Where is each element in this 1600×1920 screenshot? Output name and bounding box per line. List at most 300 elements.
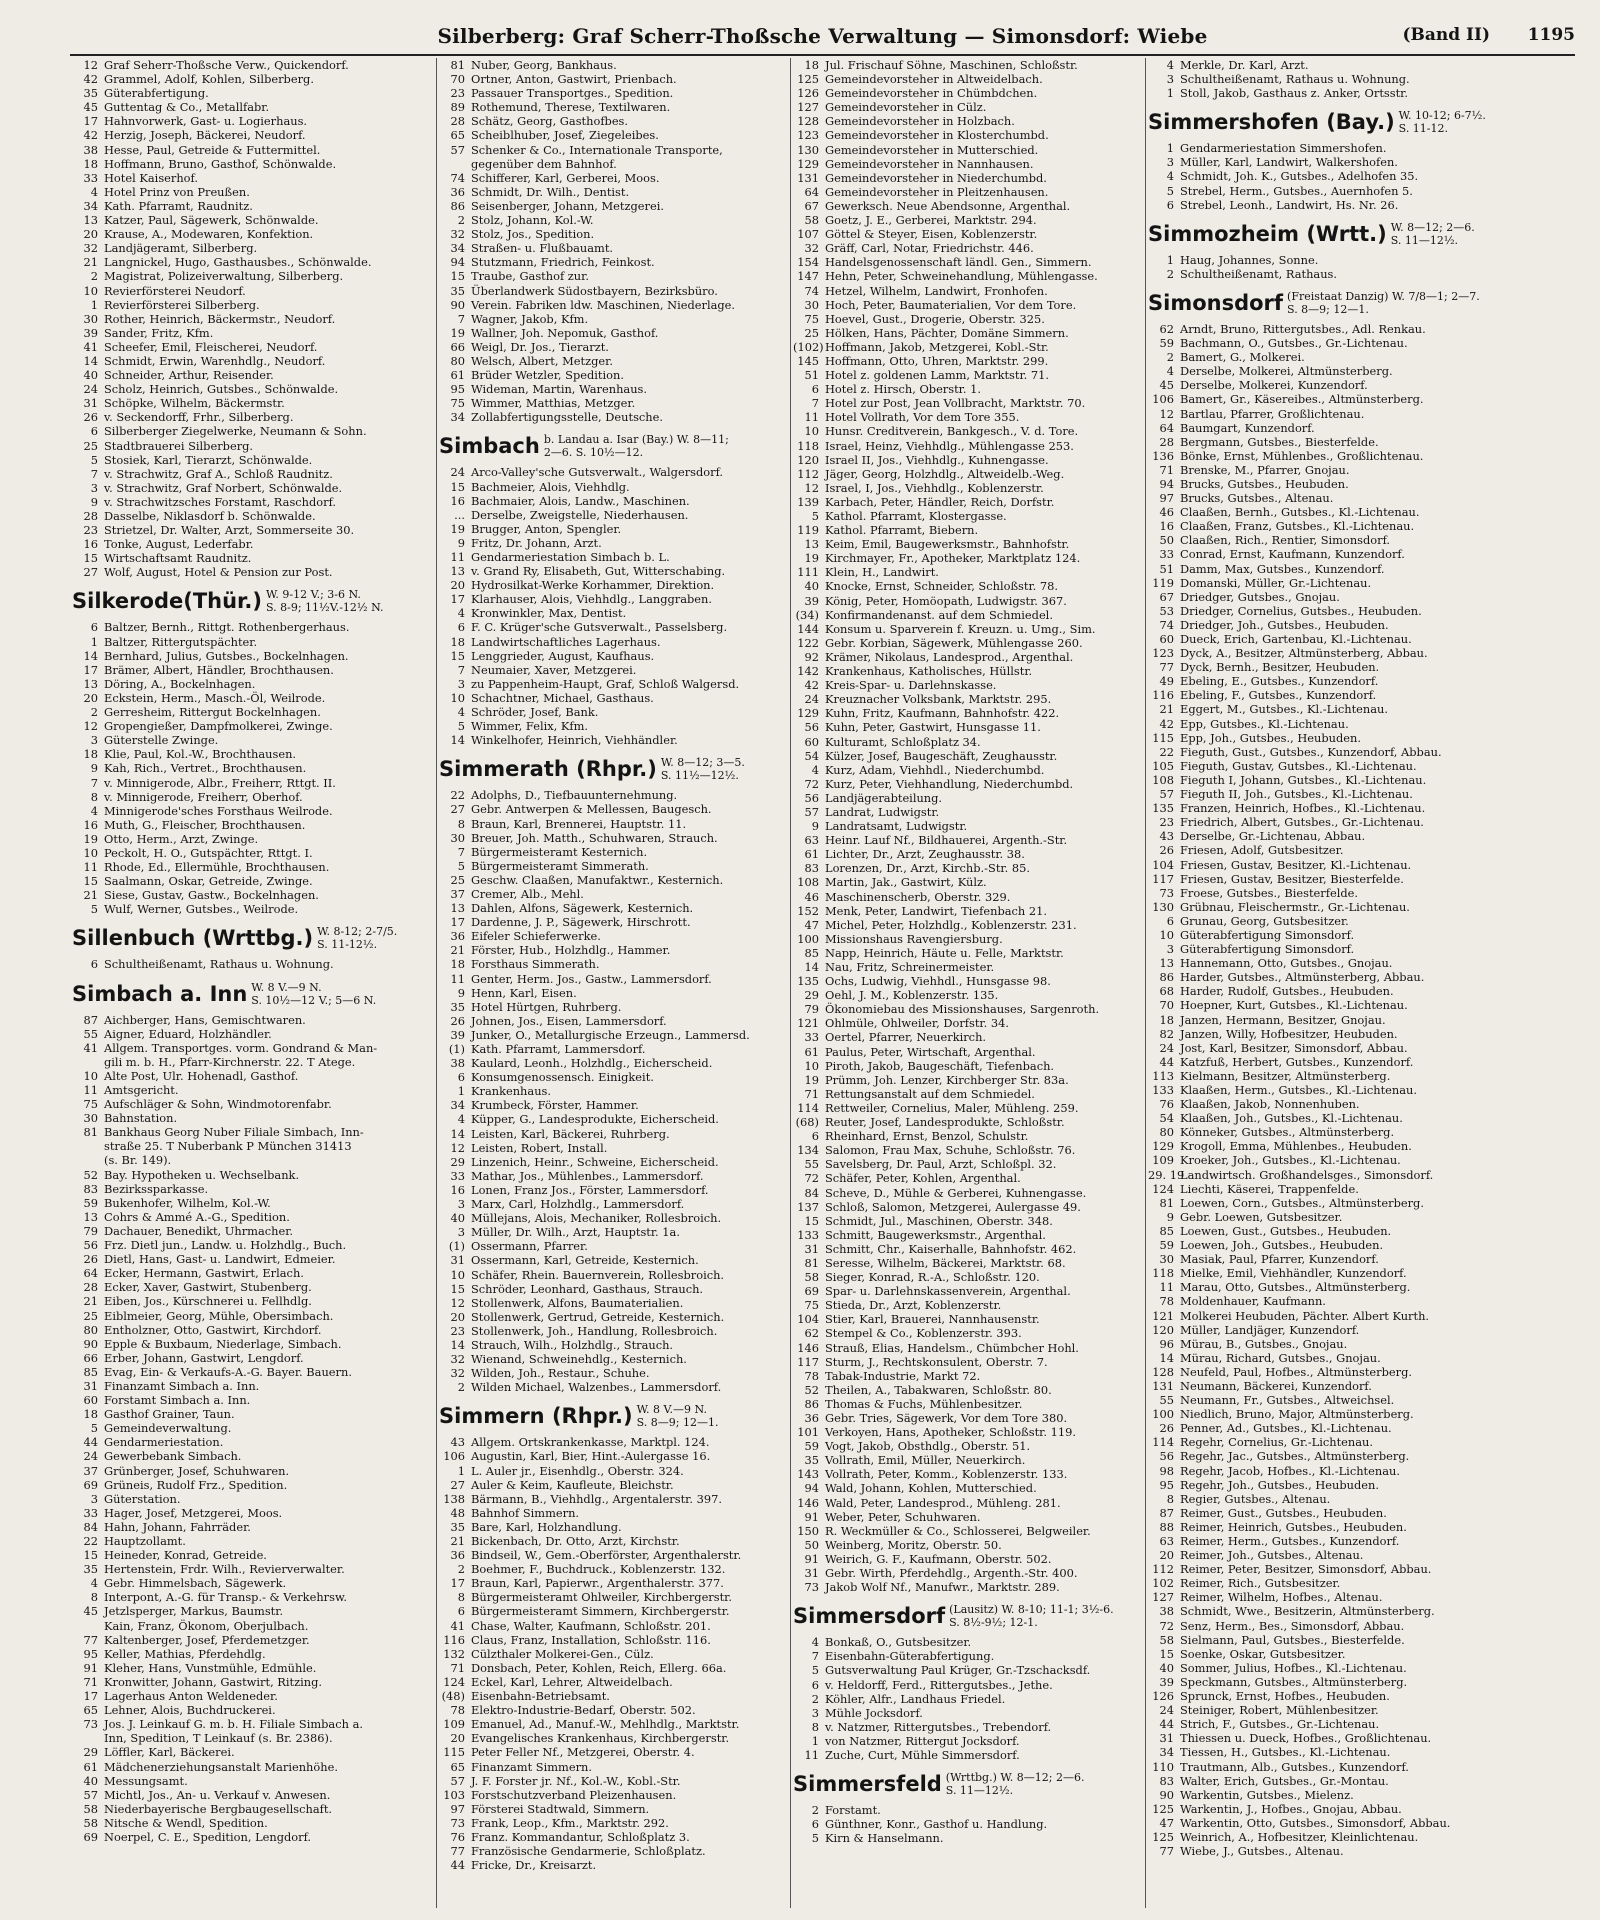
subscriber-text: Cülzthaler Molkerei-Gen., Cülz.	[471, 1646, 654, 1661]
phone-number: 114	[797, 1100, 819, 1115]
subscriber-text: Strebel, Leonh., Landwirt, Hs. Nr. 26.	[1180, 197, 1399, 212]
subscriber-text: Franz. Kommandantur, Schloßplatz 3.	[471, 1829, 690, 1844]
directory-entry	[793, 171, 1145, 185]
sunday-hours: 2—6. S. 10½—12.	[543, 446, 644, 460]
directory-entry	[793, 1045, 1145, 1059]
subscriber-text: Scheve, D., Mühle & Gerberei, Kuhnengasse.	[825, 1185, 1087, 1200]
subscriber-text: Grübnau, Fleischermstr., Gr.-Lichtenau.	[1180, 899, 1410, 914]
subscriber-text: Gewerksch. Neue Abendsonne, Argenthal.	[825, 198, 1071, 213]
subscriber-text: Siese, Gustav, Gastw., Bockelnhagen.	[104, 888, 319, 903]
phone-number: 32	[804, 241, 819, 256]
phone-number: 34	[1159, 1745, 1174, 1760]
subscriber-text: Rothemund, Therese, Textilwaren.	[471, 100, 671, 115]
phone-number: 7	[90, 775, 98, 790]
subscriber-text: Klein, H., Landwirt.	[825, 565, 939, 580]
directory-entry	[1148, 1337, 1576, 1351]
directory-entry	[793, 1678, 1145, 1692]
subscriber-text: Cohrs & Ammé A.-G., Spedition.	[104, 1209, 290, 1224]
phone-number: 66	[450, 339, 465, 354]
directory-entry	[439, 1788, 791, 1802]
subscriber-text: Hertenstein, Frdr. Wilh., Revierverwalter.	[104, 1562, 345, 1577]
office-hours	[661, 756, 745, 782]
directory-entry	[439, 1197, 791, 1211]
phone-number: 4	[1166, 169, 1174, 184]
phone-number: 36	[450, 184, 465, 199]
directory-entry	[1148, 1619, 1576, 1633]
phone-number: 107	[797, 227, 819, 242]
directory-entry	[439, 128, 791, 142]
subscriber-text: Janzen, Hermann, Besitzer, Gnojau.	[1180, 1012, 1386, 1027]
phone-number: 39	[450, 1027, 465, 1042]
subscriber-text: Chase, Walter, Kaufmann, Schloßstr. 201.	[471, 1618, 711, 1633]
subscriber-text: Grüneis, Rudolf Frz., Spedition.	[104, 1477, 288, 1492]
place-heading	[439, 756, 791, 782]
directory-entry	[72, 635, 434, 649]
phone-number: 16	[450, 1182, 465, 1197]
directory-entry	[72, 1224, 434, 1238]
subscriber-text: Wimmer, Matthias, Metzger.	[471, 396, 636, 411]
subscriber-text: Gendarmeriestation Simbach b. L.	[471, 550, 670, 564]
directory-entry	[793, 1439, 1145, 1453]
directory-entry	[72, 58, 434, 72]
directory-entry	[1148, 1435, 1576, 1449]
phone-number: 71	[804, 1086, 819, 1101]
directory-entry	[793, 340, 1145, 354]
subscriber-text: Friesen, Adolf, Gutsbesitzer.	[1180, 843, 1344, 858]
directory-entry	[793, 1453, 1145, 1467]
subscriber-text: Krogoll, Emma, Mühlenbes., Heubuden.	[1180, 1139, 1412, 1154]
phone-number: 144	[797, 621, 819, 636]
directory-entry	[439, 1562, 791, 1576]
subscriber-text: F. C. Krüger'sche Gutsverwalt., Passelsberg.	[471, 620, 728, 635]
phone-number: 13	[804, 537, 819, 552]
subscriber-text: Marau, Otto, Gutsbes., Altmünsterberg.	[1180, 1280, 1411, 1295]
directory-entry	[72, 1717, 434, 1731]
subscriber-text: Kronwinkler, Max, Dentist.	[471, 606, 627, 621]
subscriber-text: Gerresheim, Rittergut Bockelnhagen.	[104, 705, 321, 720]
directory-entry	[72, 846, 434, 860]
phone-number: 41	[83, 339, 98, 354]
phone-number: 60	[1159, 632, 1174, 646]
subscriber-text: Soenke, Oskar, Gutsbesitzer.	[1180, 1646, 1346, 1661]
subscriber-text: Scholz, Heinrich, Gutsbes., Schönwalde.	[104, 382, 339, 397]
subscriber-text: Gemeindevorsteher in Nannhausen.	[825, 156, 1034, 171]
directory-entry	[439, 1802, 791, 1816]
subscriber-text: Friesen, Gustav, Besitzer, Kl.-Lichtenau.	[1180, 857, 1412, 872]
directory-entry	[72, 1760, 434, 1774]
subscriber-text: Langnickel, Hugo, Gasthausbes., Schönwalde.	[104, 255, 372, 270]
subscriber-text: Hölken, Hans, Pächter, Domäne Simmern.	[825, 325, 1069, 340]
subscriber-text: (s. Br. 149).	[104, 1153, 172, 1168]
phone-number: 128	[797, 114, 819, 129]
directory-entry	[793, 1298, 1145, 1312]
subscriber-text: Ortner, Anton, Gastwirt, Prienbach.	[471, 72, 677, 87]
phone-number: 133	[797, 1227, 819, 1242]
place-name: Simmern (Rhpr.)	[439, 1404, 633, 1429]
subscriber-text: Napp, Heinrich, Häute u. Felle, Marktstr.	[825, 945, 1064, 960]
directory-entry	[72, 1407, 434, 1421]
directory-entry	[1148, 463, 1576, 477]
subscriber-text: Scheefer, Emil, Fleischerei, Neudorf.	[104, 339, 318, 354]
directory-entry	[1148, 435, 1576, 449]
phone-number: 56	[83, 1238, 98, 1253]
place-heading	[1148, 221, 1576, 247]
phone-number: 46	[1159, 505, 1174, 520]
directory-entry	[793, 1242, 1145, 1256]
directory-entry	[1148, 1266, 1576, 1280]
directory-entry	[793, 636, 1145, 650]
phone-number: 23	[450, 1323, 465, 1338]
directory-entry	[793, 1580, 1145, 1594]
phone-number: 86	[1159, 970, 1174, 985]
place-heading	[1148, 109, 1576, 135]
phone-number: 13	[450, 901, 465, 916]
directory-entry	[793, 1663, 1145, 1677]
subscriber-text: Lonen, Franz Jos., Förster, Lammersdorf.	[471, 1182, 709, 1197]
subscriber-text: Aufschläger & Sohn, Windmotorenfabr.	[104, 1097, 332, 1112]
subscriber-text: Epp, Joh., Gutsbes., Heubuden.	[1180, 730, 1361, 745]
subscriber-text: Kath. Pfarramt, Lammersdorf.	[471, 1042, 646, 1056]
subscriber-text: Weigl, Dr. Jos., Tierarzt.	[471, 339, 609, 354]
directory-entry	[1148, 1224, 1576, 1238]
subscriber-text: Warkentin, J., Hofbes., Gnojau, Abbau.	[1180, 1801, 1402, 1816]
subscriber-text: Gebr. Tries, Sägewerk, Vor dem Tore 380.	[825, 1411, 1068, 1425]
phone-number: 146	[797, 1340, 819, 1355]
directory-entry	[793, 805, 1145, 819]
subscriber-text: Gemeindeverwaltung.	[104, 1421, 232, 1436]
subscriber-text: Neufeld, Paul, Hofbes., Altmünsterberg.	[1180, 1364, 1413, 1379]
directory-entry	[1148, 169, 1576, 183]
directory-entry	[1148, 1534, 1576, 1548]
phone-number: 74	[450, 170, 465, 185]
subscriber-text: Schröder, Josef, Bank.	[471, 705, 599, 720]
phone-number: 106	[443, 1449, 465, 1464]
phone-number: 40	[83, 368, 98, 383]
phone-number: 113	[1152, 1068, 1174, 1083]
subscriber-text: Schäfer, Peter, Kohlen, Argenthal.	[825, 1171, 1021, 1186]
subscriber-text: v. Heldorff, Ferd., Rittergutsbes., Jethe.	[825, 1677, 1053, 1692]
phone-number: 154	[797, 255, 819, 270]
weekday-hours: W. 8—12; 3—5.	[660, 756, 745, 770]
phone-number: 57	[450, 142, 465, 157]
directory-entry	[72, 733, 434, 747]
subscriber-text: Stadtbrauerei Silberberg.	[104, 438, 254, 453]
subscriber-text: Gemeindevorsteher in Pleitzenhausen.	[825, 184, 1049, 199]
directory-entry	[439, 58, 791, 72]
phone-number: 117	[1152, 871, 1174, 886]
directory-entry	[793, 1143, 1145, 1157]
directory-entry	[793, 1186, 1145, 1200]
subscriber-text: Hotel z. goldenen Lamm, Marktstr. 71.	[825, 368, 1050, 383]
directory-entry	[72, 1492, 434, 1506]
subscriber-text: Krause, A., Modewaren, Konfektion.	[104, 227, 314, 242]
directory-entry	[1148, 407, 1576, 421]
phone-number: 56	[804, 790, 819, 805]
directory-entry	[72, 1689, 434, 1703]
phone-number: 126	[1152, 1689, 1174, 1704]
subscriber-text: Entholzner, Otto, Gastwirt, Kirchdorf.	[104, 1322, 322, 1337]
phone-number: ...	[454, 507, 465, 522]
subscriber-text: Mielke, Emil, Viehhändler, Kunzendorf.	[1180, 1266, 1407, 1281]
subscriber-text: Schmidt, Jul., Maschinen, Oberstr. 348.	[825, 1213, 1053, 1228]
subscriber-text: Martin, Jak., Gastwirt, Külz.	[825, 875, 987, 890]
phone-number: 64	[1159, 420, 1174, 435]
phone-number: 109	[443, 1717, 465, 1732]
directory-entry	[793, 467, 1145, 481]
directory-entry	[1148, 702, 1576, 716]
directory-entry	[439, 957, 791, 971]
directory-entry	[1148, 1421, 1576, 1435]
directory-entry	[72, 354, 434, 368]
subscriber-text: Spar- u. Darlehnskassenverein, Argenthal.	[825, 1284, 1071, 1299]
subscriber-text: Bare, Karl, Holzhandlung.	[471, 1519, 622, 1534]
directory-entry	[793, 565, 1145, 579]
directory-entry	[72, 620, 434, 634]
phone-number: 81	[83, 1125, 98, 1140]
phone-number: (48)	[441, 1689, 465, 1704]
directory-entry	[793, 1831, 1145, 1845]
directory-entry	[793, 128, 1145, 142]
phone-number: 69	[83, 1829, 98, 1844]
directory-entry	[72, 1675, 434, 1689]
subscriber-text: Güterstelle Zwinge.	[104, 733, 219, 748]
office-hours	[544, 433, 729, 459]
subscriber-text: Stollenwerk, Alfons, Baumaterialien.	[471, 1295, 684, 1310]
directory-entry	[793, 1115, 1145, 1129]
phone-number: 35	[450, 283, 465, 298]
subscriber-text: Hoffmann, Jakob, Metzgerei, Kobl.-Str.	[825, 339, 1049, 354]
phone-number: 14	[83, 353, 98, 368]
directory-entry	[439, 719, 791, 733]
subscriber-text: Lichter, Dr., Arzt, Zeughausstr. 38.	[825, 847, 1025, 862]
phone-number: 126	[797, 86, 819, 101]
directory-entry	[439, 1816, 791, 1830]
phone-number: 4	[457, 705, 465, 720]
subscriber-text: Johnen, Jos., Eisen, Lammersdorf.	[471, 1013, 667, 1028]
phone-number: 30	[804, 297, 819, 312]
subscriber-text: zu Pappenheim-Haupt, Graf, Schloß Walgersd.	[471, 676, 740, 691]
sunday-hours: S. 8½-9½; 12-1.	[949, 1616, 1038, 1630]
directory-entry	[793, 1481, 1145, 1495]
phone-number: 12	[83, 58, 98, 72]
subscriber-text: Gemeindevorsteher in Niederchumbd.	[825, 170, 1047, 185]
directory-entry	[72, 114, 434, 128]
subscriber-text: Kathol. Pfarramt, Biebern.	[825, 523, 979, 538]
directory-entry	[1148, 1449, 1576, 1463]
directory-entry	[1148, 1844, 1576, 1858]
directory-entry	[793, 439, 1145, 453]
subscriber-text: Reimer, Heinrich, Gutsbes., Heubuden.	[1180, 1519, 1407, 1534]
phone-number: 10	[804, 1058, 819, 1073]
subscriber-text: Grunau, Georg, Gutsbesitzer.	[1180, 913, 1349, 928]
phone-number: 3	[457, 1197, 465, 1212]
phone-number: 13	[450, 564, 465, 579]
phone-number: 34	[450, 1098, 465, 1113]
directory-entry	[439, 382, 791, 396]
subscriber-text: Otto, Herm., Arzt, Zwinge.	[104, 831, 259, 846]
directory-entry	[439, 1141, 791, 1155]
subscriber-text: Hotel Vollrath, Vor dem Tore 355.	[825, 410, 1020, 425]
directory-entry	[1148, 801, 1576, 815]
directory-entry	[793, 1817, 1145, 1831]
subscriber-text: Vollrath, Peter, Komm., Koblenzerstr. 133.	[825, 1467, 1068, 1482]
phone-number: 13	[83, 676, 98, 691]
subscriber-text: Mürau, B., Gutsbes., Gnojau.	[1180, 1336, 1348, 1351]
place-name: Simmershofen (Bay.)	[1148, 110, 1395, 135]
directory-entry	[72, 326, 434, 340]
directory-entry	[1148, 1083, 1576, 1097]
phone-number: 14	[83, 648, 98, 663]
phone-number: 60	[83, 1393, 98, 1408]
directory-entry	[1148, 843, 1576, 857]
subscriber-text: Weinberg, Moritz, Oberstr. 50.	[825, 1537, 1002, 1552]
phone-number: 1	[457, 1084, 465, 1099]
directory-entry	[72, 719, 434, 733]
phone-number: 23	[1159, 815, 1174, 830]
phone-number: 11	[804, 410, 819, 425]
phone-number: 24	[83, 382, 98, 397]
directory-entry	[793, 284, 1145, 298]
directory-entry	[793, 1341, 1145, 1355]
phone-number: 10	[1159, 927, 1174, 942]
directory-entry	[793, 396, 1145, 410]
directory-entry	[793, 777, 1145, 791]
directory-entry	[793, 890, 1145, 904]
phone-number: 31	[804, 1566, 819, 1581]
phone-number: 4	[1166, 58, 1174, 72]
subscriber-text: Kuhn, Peter, Gastwirt, Hunsgasse 11.	[825, 720, 1041, 735]
place-name: Simmozheim (Wrtt.)	[1148, 221, 1387, 246]
directory-entry	[793, 1692, 1145, 1706]
phone-number: 44	[450, 1858, 465, 1873]
phone-number: 47	[804, 917, 819, 932]
directory-entry	[439, 255, 791, 269]
directory-entry	[72, 832, 434, 846]
phone-number: 8	[457, 1590, 465, 1605]
phone-number: 112	[1152, 1562, 1174, 1577]
directory-entry	[439, 396, 791, 410]
directory-entry	[72, 705, 434, 719]
directory-entry	[439, 788, 791, 802]
directory-entry	[793, 791, 1145, 805]
directory-entry	[793, 157, 1145, 171]
directory-entry	[72, 1125, 434, 1139]
subscriber-text: Dueck, Erich, Gartenbau, Kl.-Lichtenau.	[1180, 632, 1412, 646]
directory-entry	[1148, 1041, 1576, 1055]
place-heading	[439, 433, 791, 459]
phone-number: 62	[1159, 321, 1174, 336]
phone-number: 10	[83, 283, 98, 298]
phone-number: 14	[804, 960, 819, 974]
phone-number: 129	[1152, 1139, 1174, 1154]
subscriber-text: Reimer, Wilhelm, Hofbes., Altenau.	[1180, 1590, 1383, 1605]
subscriber-text: Epple & Buxbaum, Niederlage, Simbach.	[104, 1336, 342, 1351]
directory-entry	[72, 368, 434, 382]
phone-number: 82	[1159, 1026, 1174, 1041]
phone-number: 125	[1152, 1829, 1174, 1844]
phone-number: 6	[457, 1604, 465, 1619]
phone-number: 83	[83, 1181, 98, 1196]
directory-entry	[72, 86, 434, 100]
subscriber-text: R. Weckmüller & Co., Schlosserei, Belgweiler.	[825, 1523, 1091, 1538]
directory-entry	[1148, 1590, 1576, 1604]
directory-entry	[439, 802, 791, 816]
phone-number: 23	[83, 523, 98, 538]
sunday-hours: S. 8—9; 12—1.	[636, 1416, 719, 1430]
directory-entry	[793, 1803, 1145, 1817]
directory-entry	[72, 1421, 434, 1435]
phone-number: 6	[90, 424, 98, 439]
subscriber-text: Janzen, Willy, Hofbesitzer, Heubuden.	[1180, 1026, 1398, 1041]
phone-number: 39	[1159, 1674, 1174, 1689]
phone-number: 110	[1152, 1759, 1174, 1774]
directory-entry	[793, 453, 1145, 467]
directory-entry	[1148, 155, 1576, 169]
phone-number: 38	[1159, 1604, 1174, 1619]
subscriber-text: Eisenbahn-Betriebsamt.	[471, 1689, 610, 1704]
subscriber-text: Schenker & Co., Internationale Transporte,	[471, 142, 723, 157]
subscriber-text: Gemeindevorsteher in Holzbach.	[825, 114, 1015, 129]
phone-number: 1	[1166, 252, 1174, 267]
subscriber-text: Brucks, Gutsbes., Heubuden.	[1180, 476, 1349, 491]
subscriber-text: Dyck, A., Besitzer, Altmünsterberg, Abbau.	[1180, 646, 1428, 661]
phone-number: 8	[811, 1719, 819, 1734]
phone-number: 24	[1159, 1040, 1174, 1055]
phone-number: 136	[1152, 448, 1174, 463]
directory-entry	[439, 1070, 791, 1084]
phone-number: 35	[83, 1562, 98, 1577]
subscriber-text: Rhode, Ed., Ellermühle, Brochthausen.	[104, 860, 330, 875]
phone-number: 75	[450, 396, 465, 411]
subscriber-text: Dahlen, Alfons, Sägewerk, Kesternich.	[471, 901, 694, 916]
subscriber-text: Katzer, Paul, Sägewerk, Schönwalde.	[104, 213, 319, 228]
directory-entry	[439, 691, 791, 705]
phone-number: 15	[1159, 1646, 1174, 1661]
phone-number: 26	[83, 1252, 98, 1267]
phone-number: 15	[83, 1548, 98, 1563]
subscriber-text: Bönke, Ernst, Mühlenbes., Großlichtenau.	[1180, 448, 1424, 463]
directory-entry	[793, 100, 1145, 114]
phone-number: 42	[83, 72, 98, 87]
phone-number: 12	[1159, 406, 1174, 421]
directory-entry	[439, 157, 791, 171]
directory-entry	[439, 1366, 791, 1380]
subscriber-text: Wilden Michael, Walzenbes., Lammersdorf.	[471, 1380, 722, 1395]
directory-entry	[1148, 1139, 1576, 1153]
phone-number: 3	[1166, 72, 1174, 87]
subscriber-text: Forstamt Simbach a. Inn.	[104, 1393, 251, 1408]
subscriber-text: Hannemann, Otto, Gutsbes., Gnojau.	[1180, 956, 1393, 971]
directory-entry	[72, 312, 434, 326]
directory-entry	[1148, 998, 1576, 1012]
directory-entry	[439, 1675, 791, 1689]
directory-entry	[793, 861, 1145, 875]
phone-number: 83	[1159, 1773, 1174, 1788]
subscriber-text: Kirn & Hanselmann.	[825, 1831, 944, 1846]
directory-entry	[72, 143, 434, 157]
subscriber-text: Wald, Peter, Landesprod., Mühleng. 281.	[825, 1495, 1061, 1510]
phone-number: 5	[90, 1421, 98, 1436]
directory-entry	[439, 733, 791, 747]
phone-number: 77	[450, 1844, 465, 1859]
subscriber-text: Salomon, Frau Max, Schuhe, Schloßstr. 76.	[825, 1143, 1076, 1158]
phone-number: 5	[90, 452, 98, 467]
phone-number: 7	[457, 662, 465, 677]
phone-number: 3	[457, 676, 465, 691]
phone-number: 134	[797, 1143, 819, 1158]
subscriber-text: Schmidt, Joh. K., Gutsbes., Adelhofen 35.	[1180, 169, 1419, 184]
subscriber-text: Oehl, J. M., Koblenzerstr. 135.	[825, 988, 999, 1003]
